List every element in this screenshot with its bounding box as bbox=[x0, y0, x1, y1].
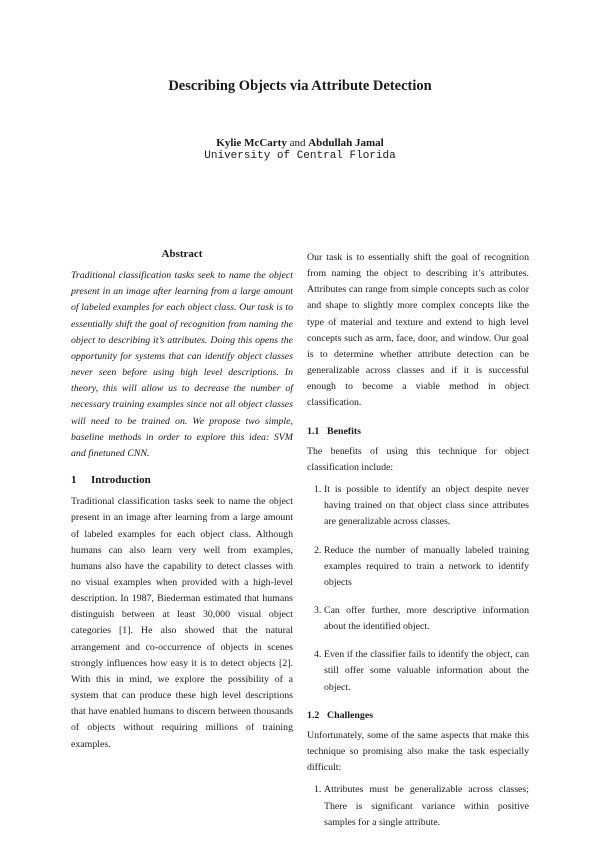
author-name: Abdullah Jamal bbox=[308, 137, 384, 149]
paper-title: Describing Objects via Attribute Detection bbox=[168, 78, 432, 94]
author-line bbox=[0, 137, 600, 149]
list-number: 3. bbox=[314, 604, 322, 616]
list-item-text: It is possible to identify an object despite never having trained on that object class since attributes are generalizable across classes. bbox=[324, 484, 529, 528]
subsection-number: 1.1 bbox=[307, 425, 320, 437]
list-item-text: Reduce the number of manually labeled training examples required to train a network to identify objects bbox=[324, 544, 529, 588]
list-item bbox=[307, 543, 529, 591]
affiliation: University of Central Florida bbox=[204, 150, 396, 162]
subsection-number: 1.2 bbox=[307, 709, 320, 721]
intro-paragraph-2-continued: Our task is to essentially shift the goal of recognition from naming the object to describing it’s attributes. Attributes can range from simple concepts such as color and shape to slightly more complex concepts like the type of material and texture and extend to high level concepts such as arm, face, door, and window. Our goal is to determine whether attribute detection can be generalizable across classes and if it is successful enough to become a viable method in object classification. bbox=[307, 252, 529, 409]
list-number: 1. bbox=[314, 784, 322, 796]
section-title: Introduction bbox=[91, 474, 151, 487]
list-item bbox=[307, 782, 529, 830]
section-number: 1 bbox=[71, 474, 77, 487]
left-column bbox=[71, 246, 293, 755]
benefits-list bbox=[307, 482, 529, 696]
section-heading-introduction bbox=[71, 472, 293, 488]
challenges-intro: Unfortunately, some of the same aspects that make this technique so promising also make the task especially difficult: bbox=[307, 729, 529, 774]
list-item-text: Can offer further, more descriptive information about the identified object. bbox=[324, 604, 529, 633]
intro-paragraph: Traditional classification tasks seek to name the object present in an image after learning from a large amount of labeled examples for each object class. Although humans can also learn very well from examples, humans also have the capability to detect classes with no visual examples when provided with a high-level description. In 1987, Biederman estimated that humans distinguish between at least 30,000 visual object categories [1]. He also showed that the natural arrangement and co-occurrence of objects in scenes strongly influences how easy it is to detect objects [2]. With this in mind, we explore the possibility of a system that can produce these high level descriptions that have enabled humans to discern between thousands of objects without requiring millions of training examples. bbox=[71, 496, 293, 750]
challenges-list bbox=[307, 782, 529, 830]
subsection-heading-challenges bbox=[307, 708, 529, 724]
list-number: 4. bbox=[314, 649, 322, 661]
list-number: 2. bbox=[314, 544, 322, 556]
abstract-heading: Abstract bbox=[161, 248, 203, 260]
list-item bbox=[307, 647, 529, 695]
subsection-title: Challenges bbox=[327, 709, 374, 721]
author-name: Kylie McCarty bbox=[216, 137, 287, 149]
list-item-text: Attributes must be generalizable across classes; There is significant variance within positive samples for a single attribute. bbox=[324, 784, 529, 828]
abstract-text: Traditional classification tasks seek to name the object present in an image after learning from a large amount of labeled examples for each object class. Our task is to essentially shift the goal of recognition from naming the object to describing it’s attributes. Doing this opens the opportunity for systems that can identify object classes never seen before using high level descriptions. In theory, this will allow us to decrease the number of necessary training examples since not all object classes will need to be trained on. We propose two simple, baseline methods in order to explore this idea: SVM and finetuned CNN. bbox=[71, 270, 293, 459]
list-item bbox=[307, 603, 529, 635]
right-column bbox=[307, 250, 529, 843]
list-item bbox=[307, 482, 529, 530]
subsection-heading-benefits bbox=[307, 424, 529, 440]
list-number: 1. bbox=[314, 484, 322, 496]
author-conjunction: and bbox=[289, 137, 306, 149]
benefits-intro: The benefits of using this technique for object classification include: bbox=[307, 445, 529, 473]
subsection-title: Benefits bbox=[327, 425, 362, 437]
list-item-text: Even if the classifier fails to identify the object, can still offer some valuable information about the object. bbox=[324, 649, 529, 693]
